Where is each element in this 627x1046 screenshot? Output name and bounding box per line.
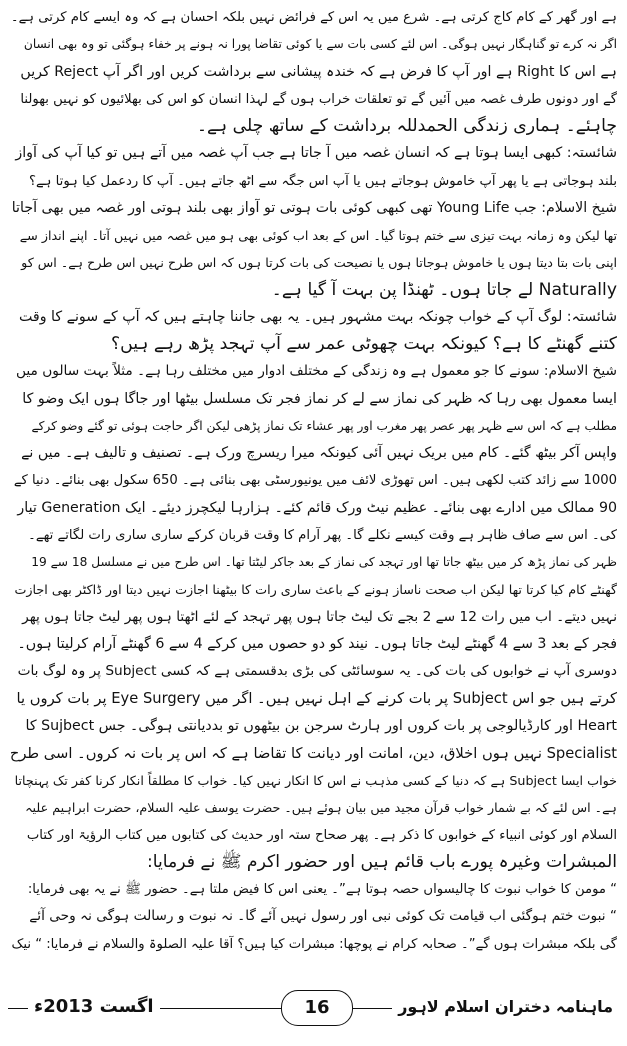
text-line: 1000 سے زائد کتب لکھی ہیں۔ اس تھوڑی لائف میں یونیورسٹی بھی بنائی ہے۔ 650 سکول بھی بنائے۔ دنیا کے [13,473,617,489]
text-line: ہے۔ اس لئے کہ بے شمار خواب قرآن مجید میں بیان ہوئے ہیں۔ حضرت یوسف علیہ السلام، حضرت ابراہیم علیہ [25,800,617,816]
text-line: کتنے گھنٹے کا ہے؟ کیونکہ بہت چھوٹی عمر سے آپ تہجد پڑھ رہے ہیں؟ [111,334,617,354]
text-line: نہیں دیتے۔ اب میں رات 12 سے 2 بجے تک لیٹ جاتا ہوں پھر تہجد کے لئے اٹھتا ہوں پھر لیٹ جاتا ہوں پھر [22,608,617,625]
text-line: کی۔ اس سے صاف ظاہر ہے وقت کیسے نکلے گا۔ پھر آرام کا وقت قربان کرکے ساری ساری رات لگاتے تھے۔ [28,527,617,543]
text-line: شیخ الاسلام: جب Young Life تھی کبھی کوئی بات ہوتی تو آواز بھی بلند ہوتی اور غصہ میں بھی آجاتا [11,199,617,216]
text-line: کرتے ہیں جو اس Subject پر بات کرنے کے اہل نہیں ہیں۔ اگر میں Eye Surgery پر بات کروں یا [16,690,617,708]
text-line: ظہر کی نماز پڑھ کر میں بیٹھ جاتا تھا اور تہجد کی نماز کے بعد جاکر لیٹتا تھا۔ اس طرح میں نے مسلسل 18 سے 19 [31,555,617,569]
text-line: واپس آکر بیٹھ گئے۔ کام میں بریک نہیں آئی کیونکہ میرا ریسرچ ورک ہے۔ تصنیف و تالیف ہے۔ میں نے [21,445,617,461]
text-line: شیخ الاسلام: سونے کا جو معمول ہے وہ زندگی کے مختلف ادوار میں مختلف رہا ہے۔ مثلاً بہت سالوں میں [16,363,617,380]
text-line: “ مومن کا خواب نبوت کا چالیسواں حصہ ہوتا ہے”۔ یعنی اس کا فیض ملتا ہے۔ حضور ﷺ نے یہ بھی فرمایا: [27,882,617,897]
text-line: ہے اس کا Right ہے اور آپ کا فرض ہے کہ خندہ پیشانی سے برداشت کریں اور اگر آپ Reject کریں [20,63,617,80]
text-line: گی بلکہ مبشرات ہوں گے”۔ صحابہ کرام نے پوچھا: مبشرات کیا ہیں؟ آقا علیہ الصلوۃ والسلام نے فرمایا: “ نیک [11,936,617,952]
text-line: دوسری آپ نے خوابوں کی بات کی۔ یہ سوسائٹی کی بڑی بدقسمتی ہے کہ کسی Subject پر وہ لوگ بات [17,663,617,679]
text-line: السلام اور کوئی انبیاء کے خوابوں کا ذکر ہے۔ پھر صحاح ستہ اور حدیث کی کتابوں میں کتاب الرؤیۃ اور کتاب [26,827,617,843]
text-line: خواب ایسا Subject ہے کہ دنیا کے کسی مذہب نے اس کا انکار نہیں کیا۔ خواب کا مطلقاً انکار کرنا کفر تک پہنچاتا [14,773,617,788]
text-line: “ نبوت ختم ہوگئی اب قیامت تک کوئی نبی اور رسول نہیں آئے گا۔ نہ نبوت و رسالت ہوگی نہ وحی آئے [29,908,617,925]
text-line: چاہئے۔ ہماری زندگی الحمدللہ برداشت کے ساتھ چلی ہے۔ [196,116,617,136]
text-line: Naturally لے جاتا ہوں۔ ٹھنڈا پن بہت آ گیا ہے۔ [271,279,617,300]
text-line: ایسا معمول بھی رہا کہ ظہر کی نماز سے لے کر نماز فجر تک مسلسل بیٹھا اور جاگا ہوں ایک وضو کا [22,390,617,407]
text-line: فجر کے بعد 3 سے 4 گھنٹے لیٹ جاتا ہوں۔ نیند کو دو حصوں میں کرکے 4 سے 6 گھنٹے آرام کرلیتا ہوں۔ [17,635,617,652]
text-line: Specialist نہیں ہوں اخلاق، دین، امانت اور دیانت کا تقاضا ہے کہ اس پر بات نہ کروں۔ اسی طرح [10,744,617,762]
page-number: 16 [281,990,353,1026]
text-line: مطلب ہے کہ اس سے ظہر پھر عصر پھر مغرب اور پھر عشاء تک نماز پڑھی لیکن اگر حاجت ہوئی تو گئے وضو کرکے [31,418,617,433]
text-line: المبشرات وغیرہ پورے باب قائم ہیں اور حضور اکرم ﷺ نے فرمایا: [146,851,617,872]
text-line: بلند ہوجاتی ہے یا پھر آپ خاموش ہوجاتے ہیں یا آپ اس جگہ سے اٹھ جاتے ہیں۔ آپ کا ردعمل کیا ہوتا ہے؟ [28,173,617,189]
text-line: اگر نہ کرے تو گناہگار نہیں ہوگی۔ اس لئے کسی بات سے یا کوئی تقاضا پورا نہ ہونے پر خفاء ہوگئی تو وہ بھی انسان [23,37,617,52]
text-line: شائستہ: کبھی ایسا ہوتا ہے کہ انسان غصہ میں آ جاتا ہے جب آپ غصہ میں آتے ہیں تو کیا آپ کی آواز [15,145,617,162]
issue-date: اگست 2013ء [28,992,160,1022]
text-line: گے اور دونوں طرف غصہ میں آئیں گے تو تعلقات خراب ہوں گے لہذا انسان کو اس کی بھلائیوں کو نہیں بھولنا [20,91,617,107]
text-line: ہے اور گھر کے کام کاج کرتی ہے۔ شرع میں یہ اس کے فرائض نہیں بلکہ احسان ہے کہ وہ ایسے کام کرتی ہے۔ [10,10,617,25]
text-line: شائستہ: لوگ آپ کے خواب چونکہ بہت مشہور ہیں۔ یہ بھی جاننا چاہتے ہیں کہ آپ کے سونے کا وقت [18,308,617,325]
text-line: گھنٹے کام کیا کرتا تھا لیکن اب صحت ناساز ہونے کے باعث ساری رات کا بیٹھنا اجازت نہیں دیتا اور ڈاکٹر بھی اجازت [14,582,617,598]
text-line: Heart اور کارڈیالوجی پر بات کروں اور ہارٹ سرجن بن بیٹھوں تو بددیانتی ہوگی۔ جس Sujbect کا [25,717,617,734]
magazine-title: ماہنامہ دختران اسلام لاہور [392,992,619,1022]
text-line: اپنی بات بتا دیتا ہوں یا خاموش ہوجاتا ہوں یا نصیحت کی بات کرتا ہوں کہ اس طرح نہیں اس طرح ہے۔ اس کو [21,255,617,271]
text-line: 90 ممالک میں ادارے بھی بنائے۔ عظیم نیٹ ورک قائم کئے۔ ہزارہا لیکچرز دیئے۔ ایک Generation تیار [17,499,617,516]
page-footer [8,986,619,1036]
text-line: تھا لیکن وہ زمانہ بہت تیزی سے ختم ہوتا گیا۔ اس کے بعد اب کوئی بھی ہو میں غصہ میں نہیں آتا۔ اپنے انداز سے [19,228,617,243]
article-body [10,4,617,984]
